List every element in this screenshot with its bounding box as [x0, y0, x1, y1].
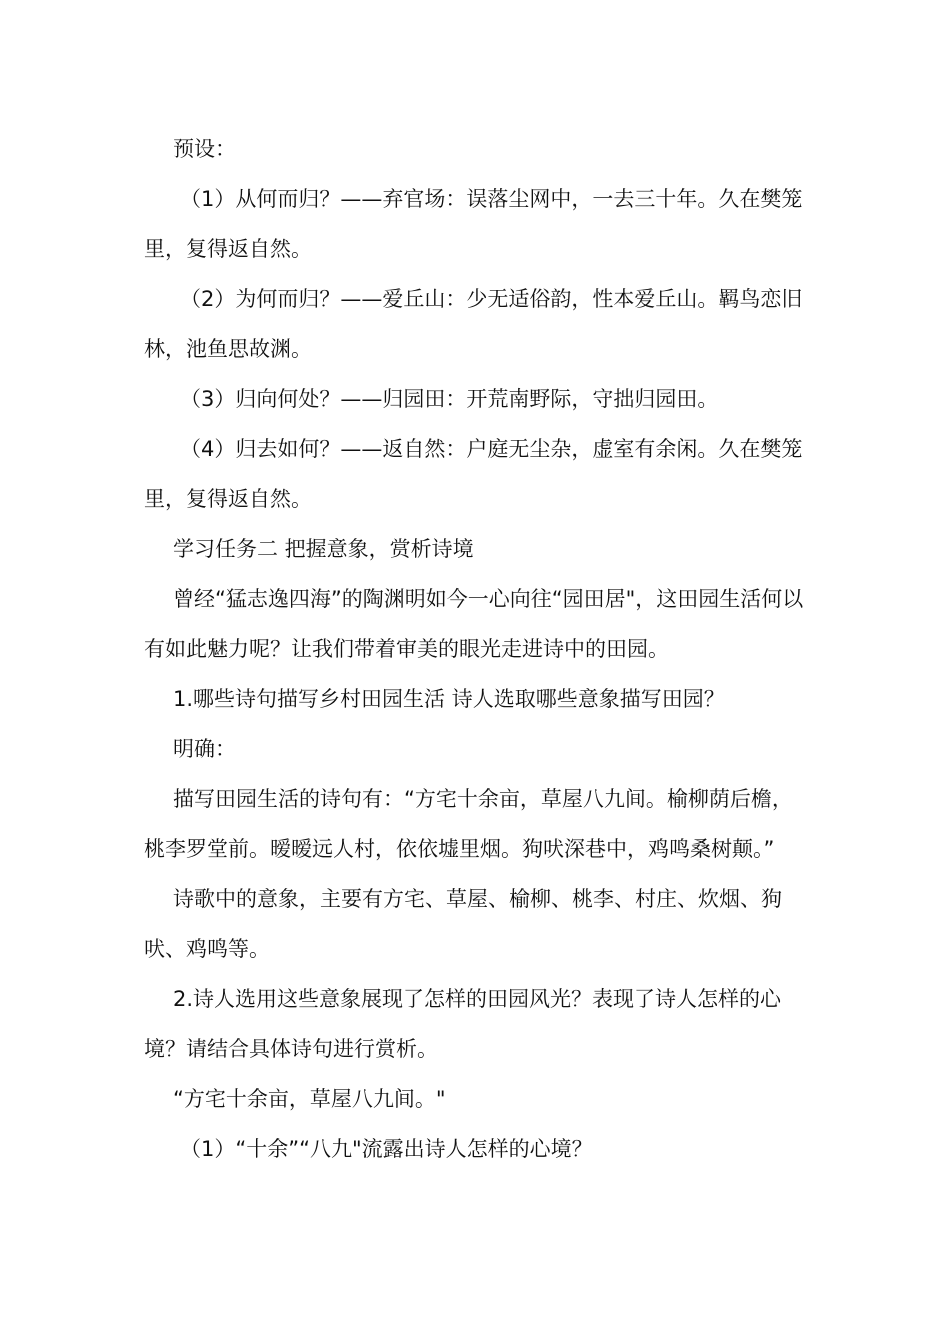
preset-item-1: （1）从何而归？——弃官场：误落尘网中，一去三十年。久在樊笼里，复得返自然。 [144, 187, 803, 261]
preset-heading: 预设： [173, 137, 236, 161]
preset-item-2: （2）为何而归？——爱丘山：少无适俗韵，性本爱丘山。羁鸟恋旧林，池鱼思故渊。 [144, 287, 803, 361]
quoted-poem-line: “方宅十余亩，草屋八九间。" [173, 1087, 446, 1111]
question-2: 2.诗人选用这些意象展现了怎样的田园风光？表现了诗人怎样的心境？请结合具体诗句进行赏析。 [144, 987, 782, 1061]
answer-label: 明确： [173, 737, 236, 761]
sub-question-1: （1）“十余”“八九"流露出诗人怎样的心境？ [180, 1137, 593, 1161]
question-1: 1.哪些诗句描写乡村田园生活 诗人选取哪些意象描写田园？ [173, 687, 725, 711]
task-two-heading: 学习任务二 把握意象，赏析诗境 [173, 537, 474, 561]
preset-item-4: （4）归去如何？——返自然：户庭无尘杂，虚室有余闲。久在樊笼里，复得返自然。 [144, 437, 803, 511]
intro-paragraph: 曾经“猛志逸四海”的陶渊明如今一心向往“园田居"，这田园生活何以有如此魅力呢？让我们带着审美的眼光走进诗中的田园。 [144, 587, 804, 661]
document-body [144, 124, 808, 1174]
answer-imagery: 诗歌中的意象，主要有方宅、草屋、榆柳、桃李、村庄、炊烟、狗吠、鸡鸣等。 [144, 887, 782, 961]
answer-poem-lines: 描写田园生活的诗句有：“方宅十余亩，草屋八九间。榆柳荫后檐，桃李罗堂前。暧暧远人村，依依墟里烟。狗吠深巷中，鸡鸣桑树颠。” [144, 787, 793, 861]
preset-item-3: （3）归向何处？——归园田：开荒南野际，守拙归园田。 [180, 387, 719, 411]
